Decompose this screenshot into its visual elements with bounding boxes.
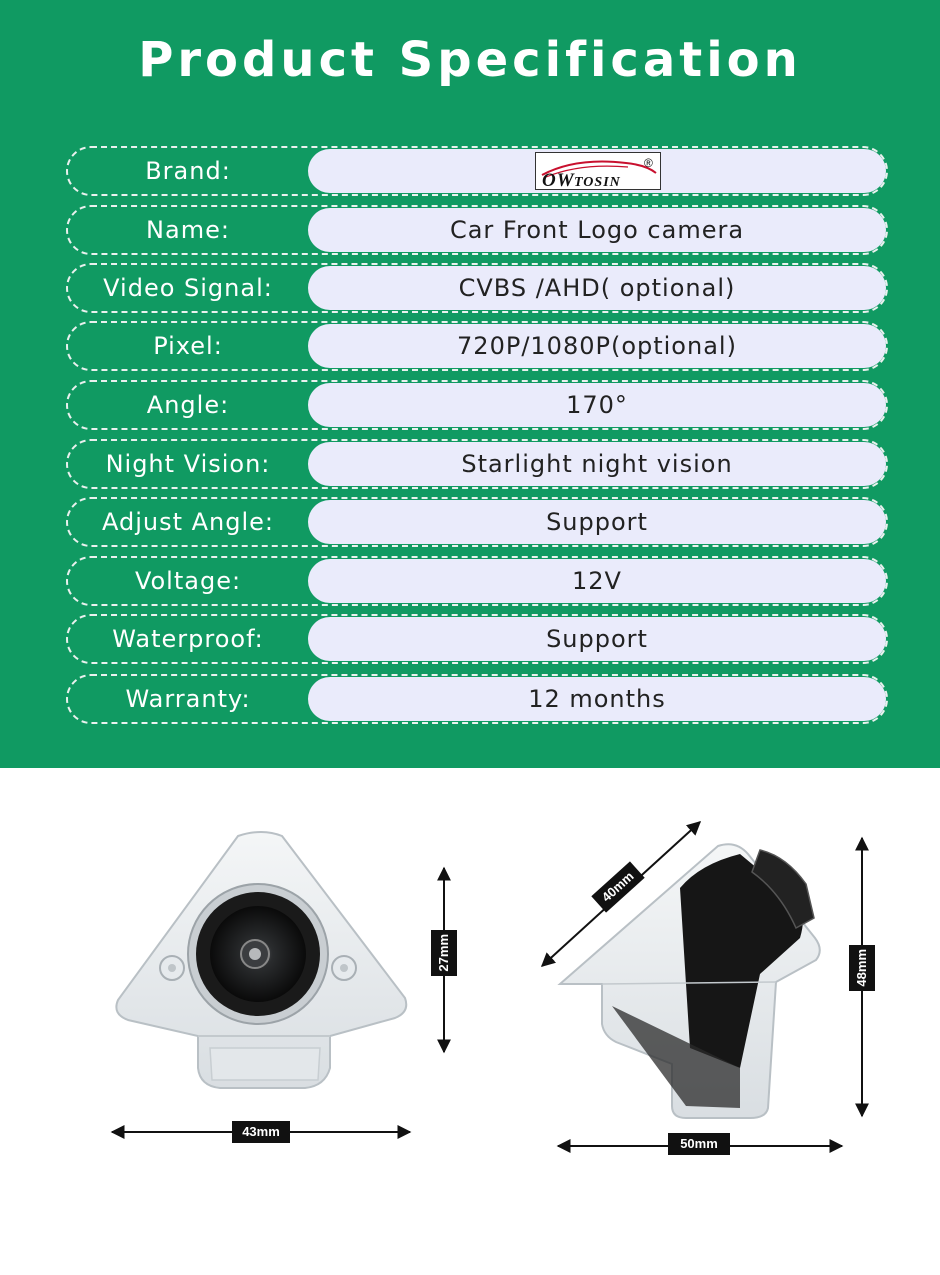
spec-label: Warranty: xyxy=(125,685,251,713)
spec-value: 12V xyxy=(308,559,886,603)
spec-value: Starlight night vision xyxy=(308,442,886,486)
spec-value: CVBS /AHD( optional) xyxy=(308,266,886,310)
spec-row-voltage xyxy=(66,556,888,606)
spec-row-name xyxy=(66,205,888,255)
page-title: Product Specification xyxy=(138,32,802,88)
dim-badge-front-height: 27mm xyxy=(431,930,457,976)
dim-badge-side-diagonal: 40mm xyxy=(591,861,644,912)
spec-row-video-signal xyxy=(66,263,888,313)
spec-value-brand xyxy=(308,149,886,193)
dim-badge-side-width: 50mm xyxy=(668,1133,730,1155)
spec-row-angle xyxy=(66,380,888,430)
product-dimensions-figure xyxy=(0,768,940,1275)
spec-label: Name: xyxy=(146,216,230,244)
spec-label: Waterproof: xyxy=(112,625,264,653)
brand-logo-sub: TOSIN xyxy=(574,175,621,190)
front-view-camera xyxy=(116,832,406,1088)
spec-value: Car Front Logo camera xyxy=(308,208,886,252)
brand-logo-main: OW xyxy=(542,170,575,191)
spec-row-night-vision xyxy=(66,439,888,489)
spec-value: Support xyxy=(308,500,886,544)
brand-logo-registered: ® xyxy=(644,156,654,170)
spec-value: 720P/1080P(optional) xyxy=(308,324,886,368)
spec-label: Angle: xyxy=(146,391,230,419)
spec-label: Brand: xyxy=(145,157,231,185)
spec-row-pixel xyxy=(66,321,888,371)
spec-label: Video Signal: xyxy=(103,274,273,302)
spec-label: Voltage: xyxy=(134,567,242,595)
spec-value: 12 months xyxy=(308,677,886,721)
spec-value: 170° xyxy=(308,383,886,427)
spec-label: Pixel: xyxy=(153,332,223,360)
spec-row-waterproof xyxy=(66,614,888,664)
dim-badge-front-width: 43mm xyxy=(232,1121,290,1143)
spec-row-adjust-angle xyxy=(66,497,888,547)
spec-row-brand xyxy=(66,146,888,196)
spec-label: Adjust Angle: xyxy=(101,508,275,536)
spec-label: Night Vision: xyxy=(105,450,271,478)
brand-logo xyxy=(535,152,661,190)
spec-row-warranty xyxy=(66,674,888,724)
side-view-camera xyxy=(560,844,820,1118)
spec-value: Support xyxy=(308,617,886,661)
dim-badge-side-height: 48mm xyxy=(849,945,875,991)
